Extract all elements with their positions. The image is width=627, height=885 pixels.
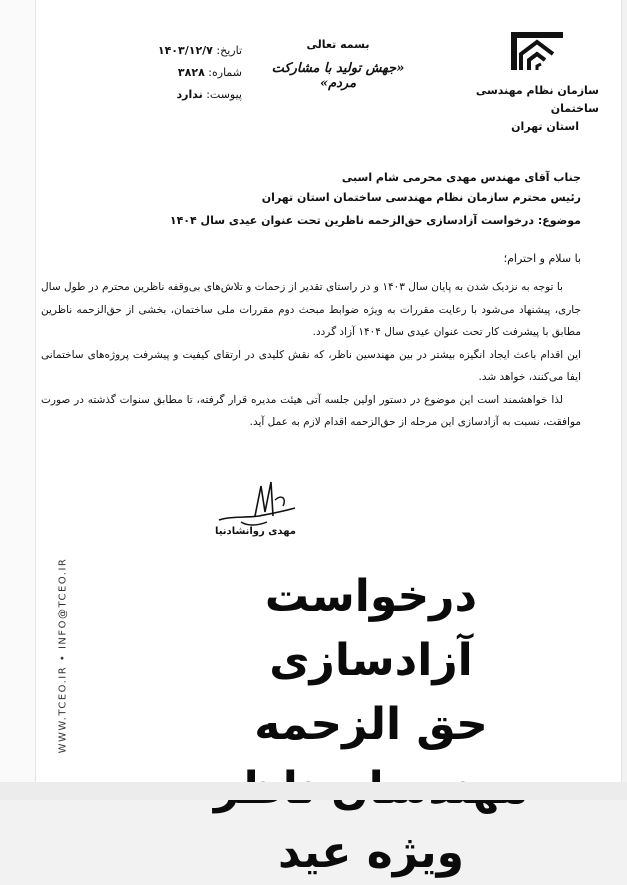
organization-logo bbox=[475, 28, 599, 133]
letter-subject: موضوع: درخواست آزادسازی حق‌الزحمه ناظرین تحت عنوان عیدی سال ۱۴۰۴ bbox=[169, 214, 581, 227]
bottom-strip bbox=[0, 782, 627, 800]
addressee-title: رئیس محترم سازمان نظام مهندسی ساختمان استان تهران bbox=[261, 191, 581, 204]
watermark-text: WWW.TCEO.IR • INFO@TCEO.IR bbox=[57, 557, 69, 754]
letter-greeting: با سلام و احترام؛ bbox=[503, 252, 581, 265]
handwritten-signature bbox=[211, 472, 301, 552]
building-logo-icon bbox=[507, 28, 567, 72]
date-value: ۱۴۰۳/۱۲/۷ bbox=[157, 44, 213, 57]
body-paragraph-1: با توجه به نزدیک شدن به پایان سال ۱۴۰۳ و در راستای تقدیر از زحمات و تلاش‌های بی‌وقفه ناظرین محترم در طول سال جاری، پیشنهاد می‌شود با رعایت مقررات به ویژه ضوابط مبحث دوم مقررات ملی ساختمان، بخشی از حق‌الزحمه ناظرین مطابق با پیشرفت کار تحت عنوان عیدی سال ۱۴۰۴ آزاد گردد. bbox=[41, 281, 581, 338]
basmala: بسمه تعالی bbox=[306, 38, 370, 51]
number-row bbox=[102, 62, 242, 84]
body-paragraph-3: لذا خواهشمند است این موضوع در دستور اولین جلسه آتی هیئت مدیره قرار گرفته، تا مطابق سنوات گذشته در صورت موافقت، نسبت به آزادسازی این مرحله از حق‌الزحمه اقدام لازم به عمل آید. bbox=[41, 393, 581, 428]
org-name-line2: استان تهران bbox=[511, 120, 579, 133]
date-label: تاریخ: bbox=[216, 44, 242, 57]
letter-body bbox=[41, 276, 581, 434]
addressee-block bbox=[161, 168, 581, 208]
signer-name: مهدی روانشادنیا bbox=[214, 526, 296, 537]
overlay-title-line2: حق الزحمه bbox=[254, 699, 488, 750]
number-value: ۳۸۲۸ bbox=[177, 66, 205, 79]
addressee-name: جناب آقای مهندس مهدی محرمی شام اسبی bbox=[341, 171, 581, 184]
slogan: «جهش تولید با مشارکت مردم» bbox=[271, 61, 405, 91]
side-watermark bbox=[58, 550, 72, 780]
org-name-line1: سازمان نظام مهندسی ساختمان bbox=[475, 84, 599, 115]
attachment-label: پیوست: bbox=[206, 88, 242, 101]
overlay-title bbox=[156, 565, 586, 885]
organization-name bbox=[459, 82, 599, 136]
overlay-title-line1: درخواست آزادسازی bbox=[264, 571, 478, 686]
letter-meta bbox=[102, 40, 242, 106]
page-left-margin bbox=[0, 0, 36, 782]
overlay-title-line3: ویژه عید bbox=[278, 827, 464, 878]
number-label: شماره: bbox=[208, 66, 242, 79]
attachment-row bbox=[102, 84, 242, 106]
attachment-value: ندارد bbox=[176, 88, 203, 101]
body-paragraph-2: این اقدام باعث ایجاد انگیزه بیشتر در بین مهندسین ناظر، که نقش کلیدی در ارتقای کیفیت و پیشرفت پروژه‌های ساختمانی ایفا می‌کنند، خواهد شد. bbox=[41, 348, 581, 383]
date-row bbox=[102, 40, 242, 62]
letter-heading bbox=[258, 38, 418, 91]
letter-sheet bbox=[36, 0, 621, 878]
